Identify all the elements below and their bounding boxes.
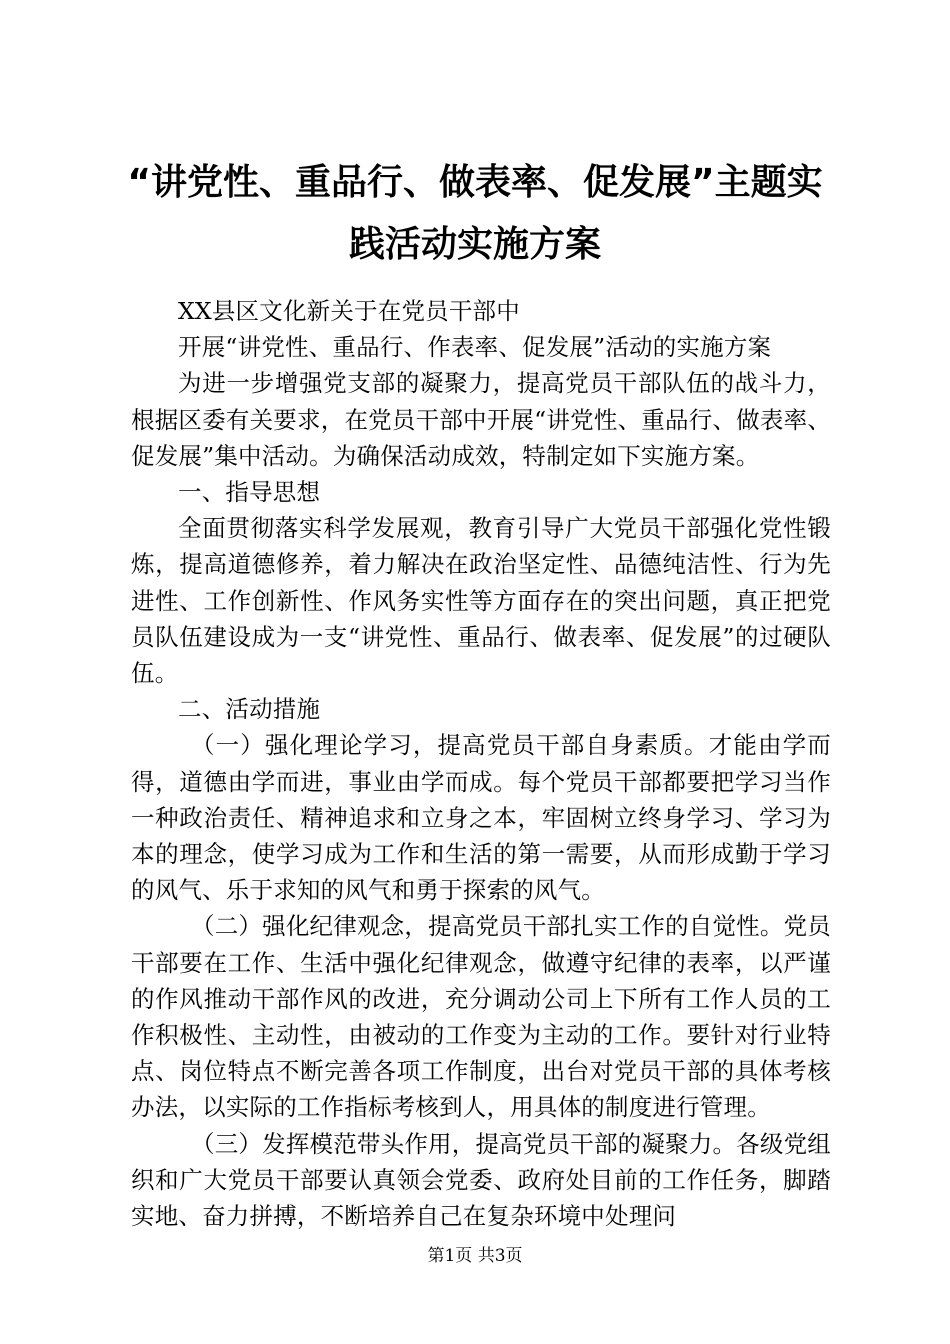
paragraph-guiding-thought: 全面贯彻落实科学发展观，教育引导广大党员干部强化党性锻炼，提高道德修养，着力解决在政治坚定性、品德纯洁性、行为先进性、工作创新性、作风务实性等方面存在的突出问题，真正把党员队伍建设成为一支“讲党性、重品行、做表率、促发展”的过硬队伍。 [131,514,831,688]
document-body [131,293,831,1234]
document-title-line-1: “讲党性、重品行、做表率、促发展”主题实 [127,162,823,203]
paragraph-measure-1: （一）强化理论学习，提高党员干部自身素质。才能由学而得，道德由学而进，事业由学而成。每个党员干部都要把学习当作一种政治责任、精神追求和立身之本，牢固树立终身学习、学习为本的理念，使学习成为工作和生活的第一需要，从而形成勤于学习的风气、乐于求知的风气和勇于探索的风气。 [131,731,831,905]
paragraph-measure-2: （二）强化纪律观念，提高党员干部扎实工作的自觉性。党员干部要在工作、生活中强化纪律观念，做遵守纪律的表率，以严谨的作风推动干部作风的改进，充分调动公司上下所有工作人员的工作积极性、主动性，由被动的工作变为主动的工作。要针对行业特点、岗位特点不断完善各项工作制度，出台对党员干部的具体考核办法，以实际的工作指标考核到人，用具体的制度进行管理。 [131,912,831,1122]
page-footer: 第1页 共3页 [427,1246,523,1266]
paragraph-intro: 为进一步增强党支部的凝聚力，提高党员干部队伍的战斗力，根据区委有关要求，在党员干部中开展“讲党性、重品行、做表率、促发展”集中活动。为确保活动成效，特制定如下实施方案。 [131,369,831,470]
subtitle-line-1: XX县区文化新关于在党员干部中 [178,297,520,325]
subtitle-line-2: 开展“讲党性、重品行、作表率、促发展”活动的实施方案 [178,333,772,362]
document-title-line-2: 践活动实施方案 [348,224,601,265]
section-heading-1: 一、指导思想 [178,478,321,507]
paragraph-measure-3: （三）发挥模范带头作用，提高党员干部的凝聚力。各级党组织和广大党员干部要认真领会党委、政府处目前的工作任务，脚踏实地、奋力拼搏，不断培养自己在复杂环境中处理问 [131,1129,831,1231]
section-heading-2: 二、活动措施 [178,695,321,724]
